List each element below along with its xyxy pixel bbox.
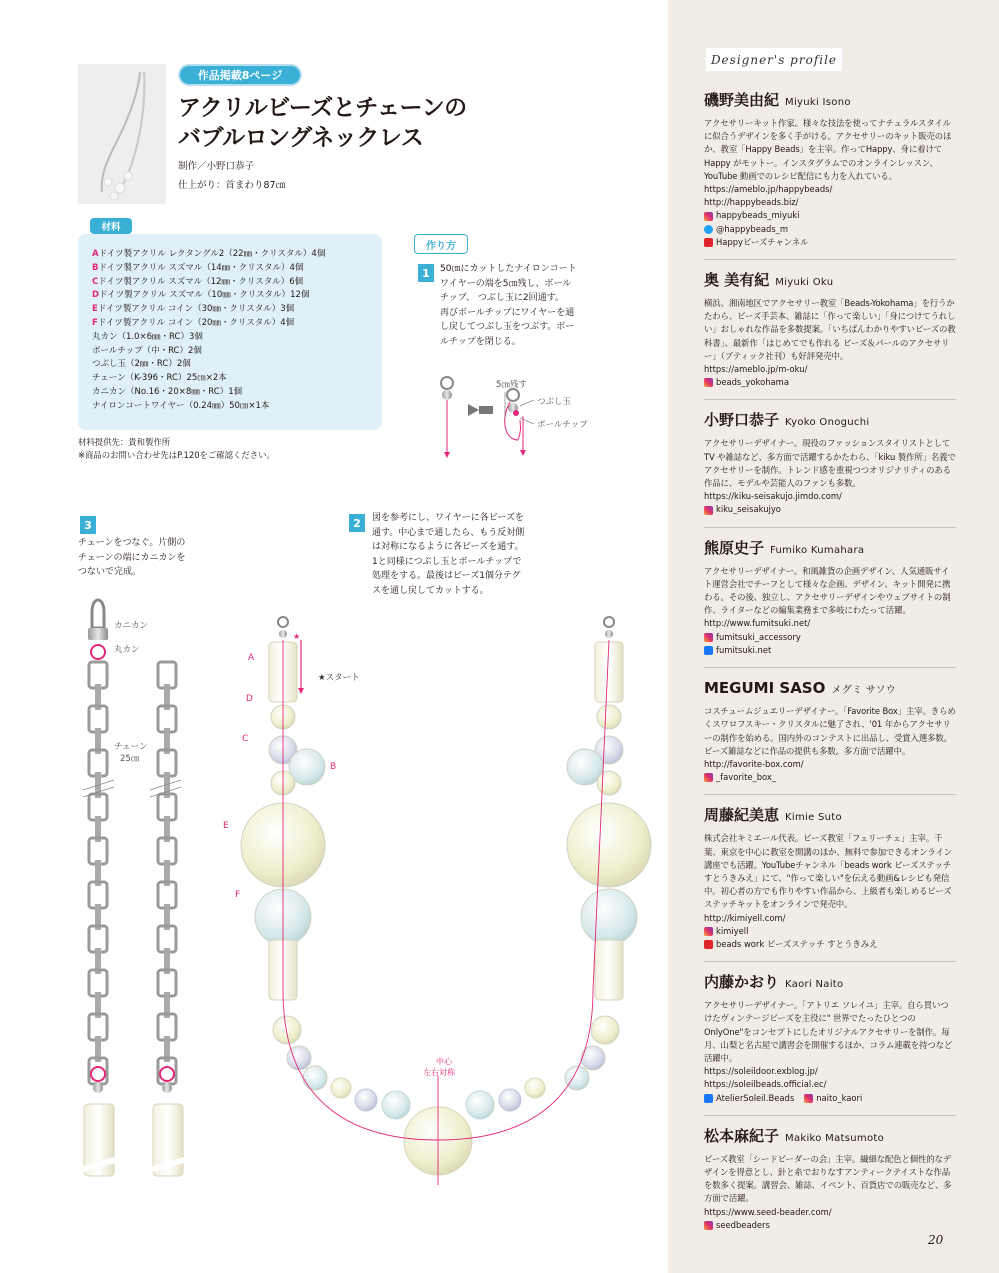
step-2-diagram <box>241 617 651 1185</box>
material-text: ドイツ製アクリル スズマル（10㎜・クリスタル）12個 <box>99 290 310 301</box>
bead-letter-f: F <box>235 890 241 900</box>
designer-link-text: https://kiku-seisakujo.jimdo.com/ <box>704 491 842 502</box>
designer-link-row <box>704 363 956 376</box>
step-2-number: 2 <box>349 514 365 532</box>
bead-letter-b: B <box>330 762 337 772</box>
designer-link-text: fumitsuki.net <box>716 644 772 655</box>
designer-link-text: kimiyell <box>716 925 749 936</box>
designer-link[interactable] <box>704 758 956 771</box>
designer-profile <box>704 538 956 668</box>
designer-name: 小野口恭子 <box>704 411 780 430</box>
step-2-line: 図を参考にし、ワイヤーに各ビーズを <box>372 513 524 523</box>
instagram-icon <box>704 212 713 221</box>
bead-round <box>581 889 637 945</box>
bead-round <box>273 1016 301 1044</box>
designer-link-row <box>704 1065 956 1078</box>
designer-bio: アクセサリーデザイナー。「アトリエ ソレイユ」主宰。自ら買いつけたヴィンテージビーズを主役に" 世界でたったひとつのOnlyOne"をコンセプトにしたオリジナルアクセサリーを制作。毎月、山梨と名古屋で講習会を開催するほか、コラム連載を持つなど活躍中。 <box>704 1000 953 1063</box>
designer-link[interactable] <box>704 617 956 630</box>
designer-link[interactable] <box>704 376 956 389</box>
designer-name: 磯野美由紀 <box>704 91 780 109</box>
designer-links <box>704 758 956 784</box>
designer-profile <box>704 1126 956 1242</box>
designer-link[interactable] <box>704 1078 956 1091</box>
designer-bio: アクセサリーキット作家。様々な技法を使ってナチュラルスタイルに似合うデザインを多く手がける。アクセサリーのキット販売のほか、教室「Happy Beads」を主宰。作ってHappy、身に着けてHappy がモットー。インスタグラムでのオンラインレッスン、YouTube 動画でのレシピ配信にも力を入れている。 <box>704 118 952 181</box>
step-3-line: チェーンをつなぐ。片側の <box>78 538 186 548</box>
designer-link[interactable] <box>704 912 956 925</box>
designer-link-row <box>704 925 956 938</box>
designer-bio: ビーズ教室「シードビーダーの会」主宰。繊細な配色と個性的なデザインを得意とし、針と糸でおりなすアンティークテイストな作品を数多く提案。講習会、雑誌、イベント、百貨店での販売など、多方面で活躍。 <box>704 1153 952 1204</box>
step-1-line: ルチップを閉じる。 <box>440 336 521 347</box>
author: 制作／小野口恭子 <box>178 161 255 172</box>
material-code: C <box>92 276 99 287</box>
designer-name-row <box>704 270 956 293</box>
designer-name-row <box>704 538 956 561</box>
designer-link-row <box>704 1206 956 1219</box>
title-line-2: バブルロングネックレス <box>178 125 424 151</box>
youtube-icon <box>704 238 713 247</box>
designer-link-text: AtelierSoleil.Beads <box>716 1092 795 1103</box>
label-clasp: カニカン <box>114 621 149 631</box>
designer-link-row <box>704 938 956 951</box>
designer-link-row <box>704 758 956 771</box>
bead-round <box>303 1066 327 1090</box>
page-number: 20 <box>928 1233 944 1247</box>
designer-link-row <box>704 196 956 209</box>
designer-link[interactable] <box>704 490 956 503</box>
material-text: つぶし玉（2㎜・RC）2個 <box>92 359 191 370</box>
designer-link-row <box>704 771 956 784</box>
title-line-1: アクリルビーズとチェーンの <box>178 95 467 121</box>
facebook-icon <box>704 1094 713 1103</box>
designer-link-text: _favorite_box_ <box>716 772 777 783</box>
designer-roman-name: Kimie Suto <box>785 812 842 824</box>
step-2-line: 通す。中心まで通したら、もう反対側 <box>372 527 525 538</box>
designer-link[interactable] <box>704 236 956 249</box>
designer-bio: アクセサリーデザイナー。和風雑貨の企画デザイン、人気通販サイト運営会社でチーフとして様々な企画、デザイン、キット開発に携わる。その後、独立し、アクセサリーデザインやウェブサイトの制作、ライターなどの編集業務まで多岐にわたって活躍。 <box>704 565 951 616</box>
designer-links <box>704 490 956 516</box>
label-start: ★スタート <box>318 673 360 683</box>
designer-link-row <box>704 1078 956 1091</box>
designer-link-text: http://kimiyell.com/ <box>704 912 786 923</box>
label-jumpring: 丸カン <box>114 645 140 655</box>
designer-bio: コスチュームジュエリーデザイナー。「Favorite Box」主宰。きらめくスワロフスキー・クリスタルに魅了され、'01 年からアクセサリーの制作を始める。国内外のコンテストに出品し、受賞入選多数。ビーズ雑誌などに作品の提供も多数。多方面で活躍中。 <box>704 706 956 756</box>
designer-roman-name: メグミ サソウ <box>831 685 897 697</box>
designer-link-row <box>704 644 956 657</box>
designer-link-row <box>704 617 956 630</box>
bead-letter-a: A <box>248 653 255 663</box>
designer-link-text: http://happybeads.biz/ <box>704 197 799 208</box>
bead-letter-e: E <box>223 821 229 831</box>
designer-profile <box>704 972 956 1116</box>
designer-list <box>704 90 956 1252</box>
designer-link[interactable] <box>704 1219 956 1232</box>
step-1-line: チップ、 つぶし玉に2回通す。 <box>440 293 564 304</box>
designer-name: 奥 美有紀 <box>704 271 770 290</box>
instagram-icon <box>704 927 713 936</box>
designer-link[interactable] <box>704 631 956 644</box>
designer-link-row <box>704 209 956 222</box>
designer-links <box>704 363 956 389</box>
designer-link-text: http://favorite-box.com/ <box>704 758 804 769</box>
designer-link-row <box>704 490 956 503</box>
designer-link-text: https://ameblo.jp/m-oku/ <box>704 364 808 375</box>
designer-link-text: beads_yokohama <box>716 377 789 388</box>
designer-profile <box>704 678 956 795</box>
designer-name: 松本麻紀子 <box>704 1126 780 1145</box>
designer-link-row <box>704 503 956 516</box>
designer-name-row <box>704 1126 956 1149</box>
instagram-icon <box>704 506 713 515</box>
designer-link-row <box>704 376 956 389</box>
twitter-icon <box>704 225 713 234</box>
designer-link[interactable] <box>704 363 956 376</box>
designer-bio: 横浜、湘南地区でアクセサリー教室「Beads-Yokohama」を行うかたわら、ビーズ手芸本、雑誌に「作って楽しい」「身につけてうれしい」おしゃれな作品を多数提案。「いちばんわかりやすいビーズの教科書」、最新作「はじめてでも作れる ビーズ＆パールのアクセサリー」（ブティック社刊）も好評発売中。 <box>704 298 956 361</box>
designer-link-row <box>704 1219 956 1232</box>
label-symmetry: 左右対称 <box>423 1068 455 1077</box>
designer-name: MEGUMI SASO <box>704 679 826 698</box>
designer-link-row <box>704 223 956 236</box>
material-code: B <box>92 262 99 273</box>
designer-link[interactable] <box>704 644 956 657</box>
material-text: ドイツ製アクリル レクタングル2（22㎜・クリスタル）4個 <box>98 249 326 259</box>
instagram-icon <box>704 633 713 642</box>
designer-link[interactable] <box>704 938 956 951</box>
page-reference-badge: 作品掲載8ページ <box>178 64 302 86</box>
label-crimp: つぶし玉 <box>537 397 572 407</box>
designer-name-row <box>704 410 956 433</box>
label-center: 中心 <box>436 1057 452 1066</box>
designer-links <box>704 1206 956 1232</box>
step-2-line: は対称になるように各ビーズを通す。 <box>372 542 524 553</box>
designer-name-row <box>704 972 956 995</box>
designer-link[interactable] <box>704 196 956 209</box>
facebook-icon <box>704 646 713 655</box>
designer-name: 内藤かおり <box>704 973 780 992</box>
label-chain-length: 25㎝ <box>120 754 140 764</box>
designer-roman-name: Kaori Naito <box>785 979 844 991</box>
step-2-line: 処理をする。最後はビーズ1個分テグ <box>372 571 521 582</box>
designer-link-row <box>704 631 956 644</box>
designer-links <box>704 912 956 952</box>
material-text: カニカン（No.16・20×8㎜・RC）1個 <box>92 386 243 397</box>
designer-roman-name: Kyoko Onoguchi <box>785 417 870 429</box>
designer-link[interactable] <box>704 925 956 938</box>
designer-roman-name: Fumiko Kumahara <box>770 544 865 556</box>
material-text: ドイツ製アクリル スズマル（12㎜・クリスタル）6個 <box>98 276 304 287</box>
designer-link-text: seedbeaders <box>716 1219 770 1230</box>
bead-letter-c: C <box>242 734 249 744</box>
designer-link-row <box>704 183 956 196</box>
step-1-line: 50㎝にカットしたナイロンコート <box>440 264 577 274</box>
instagram-icon <box>704 773 713 782</box>
instagram-icon <box>804 1094 813 1103</box>
material-code: A <box>92 249 99 259</box>
designer-name: 熊原史子 <box>704 538 765 557</box>
step-3-line: つないで完成。 <box>78 567 142 578</box>
designer-link-text: https://soleildoor.exblog.jp/ <box>704 1066 818 1077</box>
designer-profile <box>704 410 956 527</box>
designer-link-text: https://www.seed-beader.com/ <box>704 1206 832 1217</box>
designer-roman-name: Miyuki Isono <box>785 97 851 108</box>
material-text: チェーン（K-396・RC）25㎝×2本 <box>92 373 227 384</box>
designer-link[interactable] <box>704 1065 956 1078</box>
step-3-diagram <box>80 600 184 1176</box>
designer-link[interactable] <box>704 209 956 222</box>
material-text: ボールチップ（中・RC）2個 <box>92 345 202 356</box>
instagram-icon <box>704 378 713 387</box>
label-chain: チェーン <box>114 742 148 752</box>
step-1-line: 再びボールチップにワイヤーを通 <box>440 307 575 318</box>
designer-link[interactable] <box>704 183 956 196</box>
designer-link-text: https://ameblo.jp/happybeads/ <box>704 184 833 195</box>
designer-roman-name: Miyuki Oku <box>775 277 834 289</box>
designer-link[interactable] <box>704 223 956 236</box>
designer-name-row <box>704 90 956 113</box>
material-code: F <box>92 317 98 328</box>
label-star: ★ <box>293 632 301 641</box>
materials-label: 材料 <box>90 218 132 234</box>
designer-profile <box>704 90 956 260</box>
material-text: ドイツ製アクリル コイン（20㎜・クリスタル）4個 <box>97 317 295 328</box>
designer-link-row <box>704 236 956 249</box>
designer-link-text: https://soleilbeads.official.ec/ <box>704 1079 827 1090</box>
designer-links <box>704 1065 956 1105</box>
designer-link-text: beads work ビーズステッチ すとうきみえ <box>716 938 878 949</box>
step-2-line: 1と同様につぶし玉とボールチップで <box>372 556 522 567</box>
method-label: 作り方 <box>414 234 468 254</box>
youtube-icon <box>704 940 713 949</box>
designer-link-text: fumitsuki_accessory <box>716 631 801 642</box>
bead-round <box>597 771 621 795</box>
supplier-line-2: ※商品のお問い合わせ先はP.120をご確認ください。 <box>78 449 275 460</box>
bead-round <box>597 705 621 729</box>
designer-link-text: kiku_seisakujyo <box>716 504 781 515</box>
supplier-line-1: 材料提供先：貴和製作所 <box>78 437 171 447</box>
designer-name-row <box>704 805 956 828</box>
designer-link-text: Happyビーズチャンネル <box>716 236 809 247</box>
designer-link[interactable] <box>704 771 956 784</box>
designer-link[interactable] <box>704 1092 794 1105</box>
designer-profile-tag: Designer's profile <box>706 48 842 71</box>
designer-link-text: naito_kaori <box>816 1092 863 1103</box>
instagram-icon <box>704 1221 713 1230</box>
material-code: E <box>92 304 98 315</box>
designer-link-text: @happybeads_m <box>716 223 789 234</box>
material-text: ドイツ製アクリル コイン（30㎜・クリスタル）3個 <box>97 304 295 315</box>
designer-link[interactable] <box>704 1206 956 1219</box>
finished-size: 仕上がり：首まわり87㎝ <box>178 180 286 191</box>
designer-profile <box>704 805 956 962</box>
designer-link[interactable] <box>804 1092 862 1105</box>
step-3-number: 3 <box>80 516 96 534</box>
material-text: ナイロンコートワイヤー（0.24㎜）50㎝×1本 <box>92 400 270 411</box>
designer-links <box>704 617 956 657</box>
designer-roman-name: Makiko Matsumoto <box>785 1132 884 1144</box>
step-1-line: ワイヤーの端を5㎝残し、ボール <box>440 278 572 289</box>
designer-link[interactable] <box>704 503 956 516</box>
designer-bio: アクセサリーデザイナー。現役のファッションスタイリストとしてTV や雑誌など、多方面で活躍するかたわら、「kiku 製作所」名義でアクセサリーを制作。トレンド感を重視つつオリジナリティのある作品に、モデルや芸能人のファンも多数。 <box>704 438 956 489</box>
designer-link-row <box>704 1092 956 1105</box>
bead-rectangle <box>595 940 623 1000</box>
bead-letter-d: D <box>246 694 253 704</box>
step-1-number: 1 <box>418 264 434 282</box>
material-code: D <box>92 290 100 301</box>
designer-link-text: http://www.fumitsuki.net/ <box>704 618 811 629</box>
material-text: ドイツ製アクリル スズマル（14㎜・クリスタル）4個 <box>98 262 304 273</box>
bead-round <box>567 803 651 887</box>
designer-bio: 株式会社キミエール代表。ビーズ教室「フェリーチェ」主宰。千葉、東京を中心に教室を開講のほか、無料で参加できるオンライン講座でも活躍。YouTubeチャンネル「beads work ビーズステッチ すとうきみえ」にて、"作って楽しい"を伝える動画&レシピも発信中。初心者の方でも作りやすい作品から、上級者も楽しめるビーズステッチキットをオンラインで発売中。 <box>704 833 952 910</box>
bead-round <box>591 1016 619 1044</box>
label-ballchip: ボールチップ <box>537 420 588 430</box>
bead-rectangle <box>595 642 623 702</box>
designer-name-row <box>704 678 956 701</box>
designer-name: 周藤紀美恵 <box>704 806 780 825</box>
step-2-line: スを通し戻してカットする。 <box>372 585 489 596</box>
designer-links <box>704 183 956 249</box>
material-text: 丸カン（1.0×6㎜・RC）3個 <box>92 331 203 342</box>
designer-link-text: happybeads_miyuki <box>716 210 800 221</box>
designer-link-row <box>704 912 956 925</box>
step-1-line: し戻してつぶし玉をつぶす。ボー <box>440 322 575 333</box>
step-3-line: チェーンの端にカニカンを <box>78 552 186 563</box>
label-remain: 5㎝残す <box>496 380 527 390</box>
designer-profile <box>704 270 956 400</box>
